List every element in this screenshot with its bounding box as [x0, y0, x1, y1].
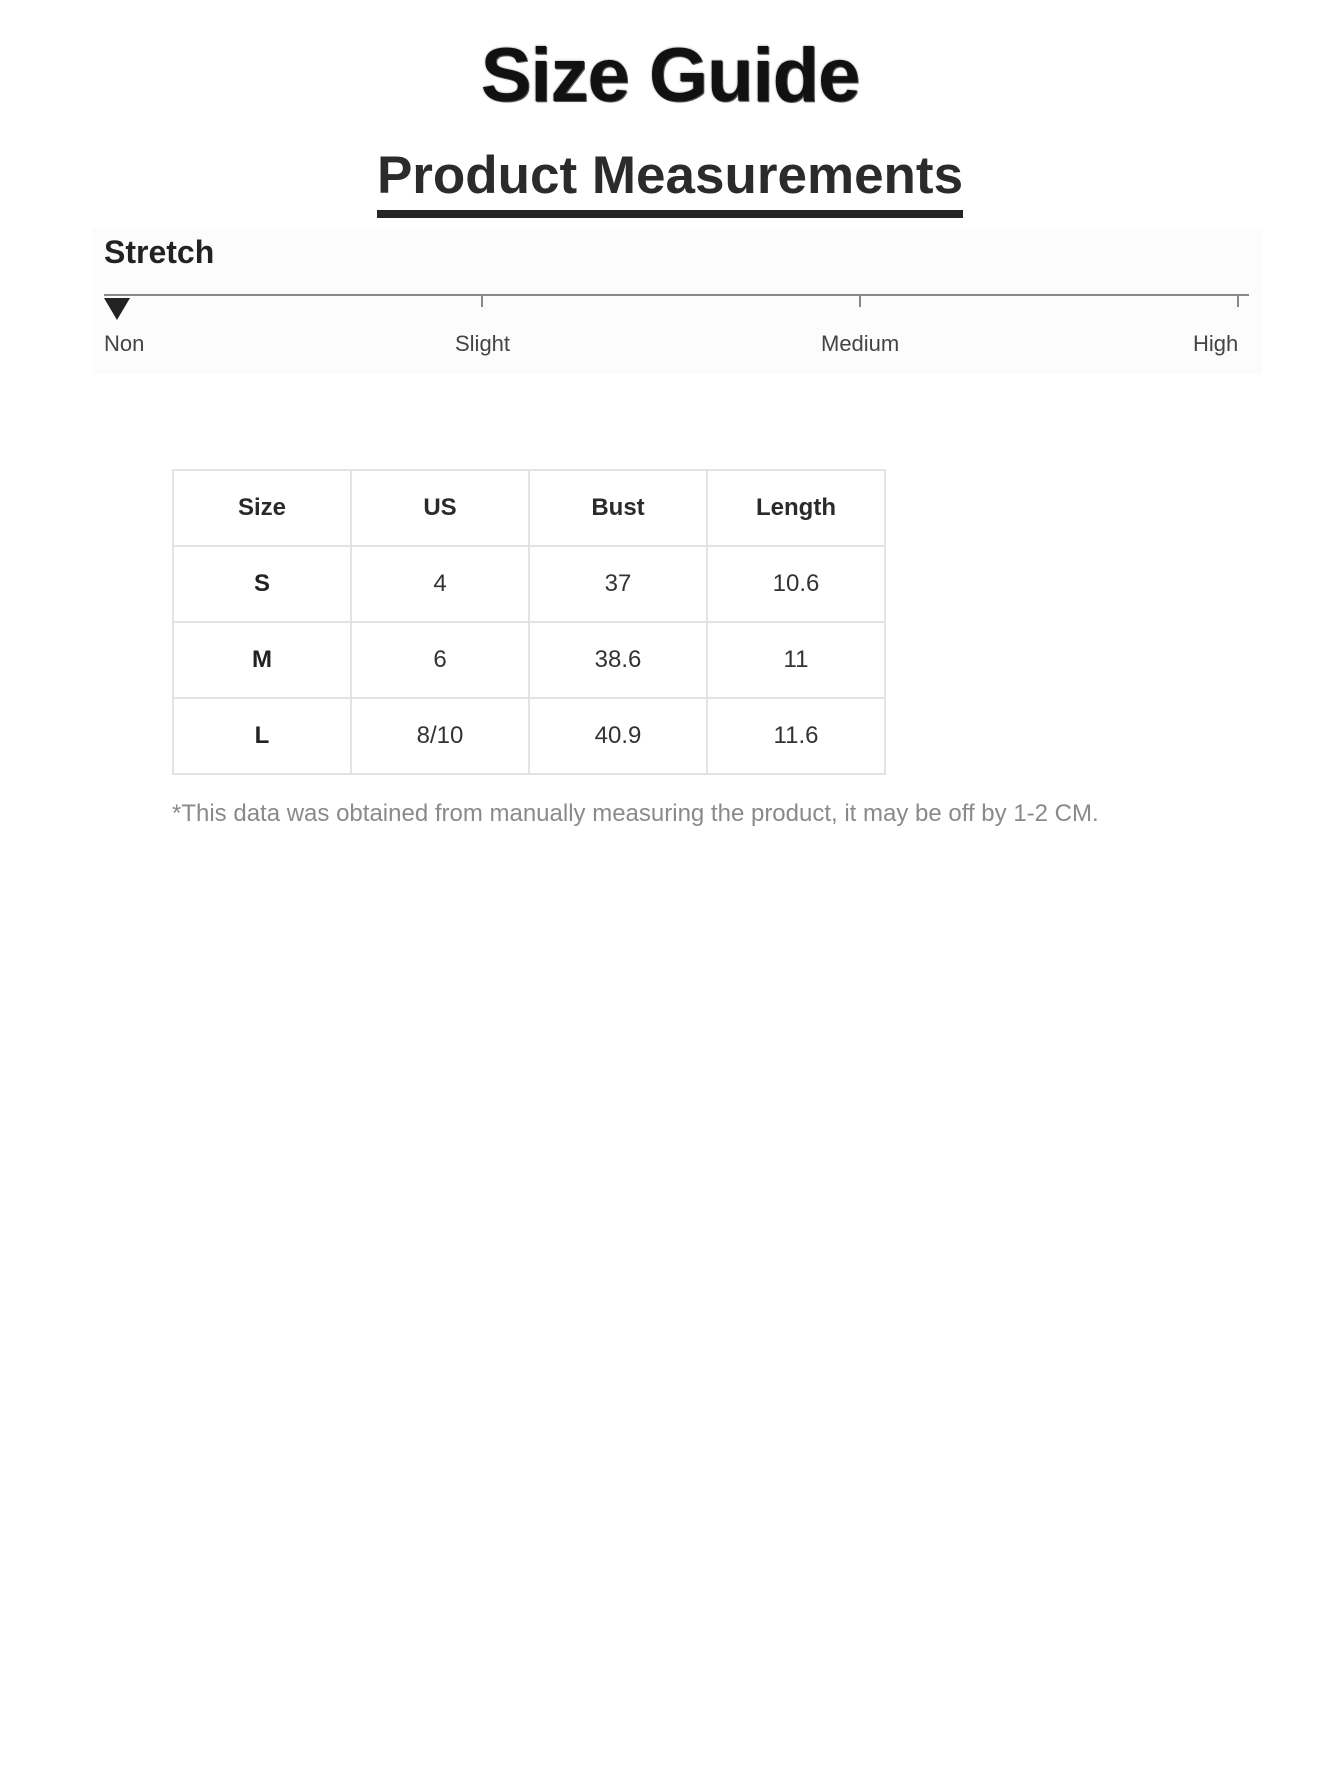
stretch-scale-line	[104, 294, 1249, 296]
stretch-label: Stretch	[104, 234, 215, 270]
stretch-level-slight: Slight	[455, 331, 511, 356]
table-row	[173, 698, 885, 774]
table-cell: 6	[351, 622, 529, 698]
table-cell: 10.6	[707, 546, 885, 622]
table-row	[173, 546, 885, 622]
table-cell-size: S	[173, 546, 351, 622]
stretch-marker-icon	[104, 298, 130, 320]
measurement-note: *This data was obtained from manually measuring the product, it may be off by 1-2 CM.	[172, 800, 1099, 827]
table-cell-size: L	[173, 698, 351, 774]
stretch-tick-slight	[481, 294, 483, 307]
table-header-cell: Bust	[529, 470, 707, 546]
table-cell: 37	[529, 546, 707, 622]
table-cell: 8/10	[351, 698, 529, 774]
table-header-row	[173, 470, 885, 546]
stretch-level-medium: Medium	[821, 331, 900, 356]
stretch-panel	[92, 228, 1262, 374]
table-row	[173, 622, 885, 698]
table-cell: 11	[707, 622, 885, 698]
stretch-tick-high	[1237, 294, 1239, 307]
table-header-cell: Size	[173, 470, 351, 546]
table-header-cell: US	[351, 470, 529, 546]
table-header-cell: Length	[707, 470, 885, 546]
table-cell: 40.9	[529, 698, 707, 774]
section-subtitle: Product Measurements	[377, 146, 963, 218]
table-cell: 38.6	[529, 622, 707, 698]
table-cell: 4	[351, 546, 529, 622]
table-cell: 11.6	[707, 698, 885, 774]
page-title: Size Guide	[480, 33, 860, 118]
stretch-tick-medium	[859, 294, 861, 307]
stretch-level-high: High	[1193, 331, 1239, 356]
stretch-level-non: Non	[104, 331, 145, 356]
table-cell-size: M	[173, 622, 351, 698]
size-table	[172, 469, 886, 775]
subtitle-container	[0, 146, 1340, 218]
